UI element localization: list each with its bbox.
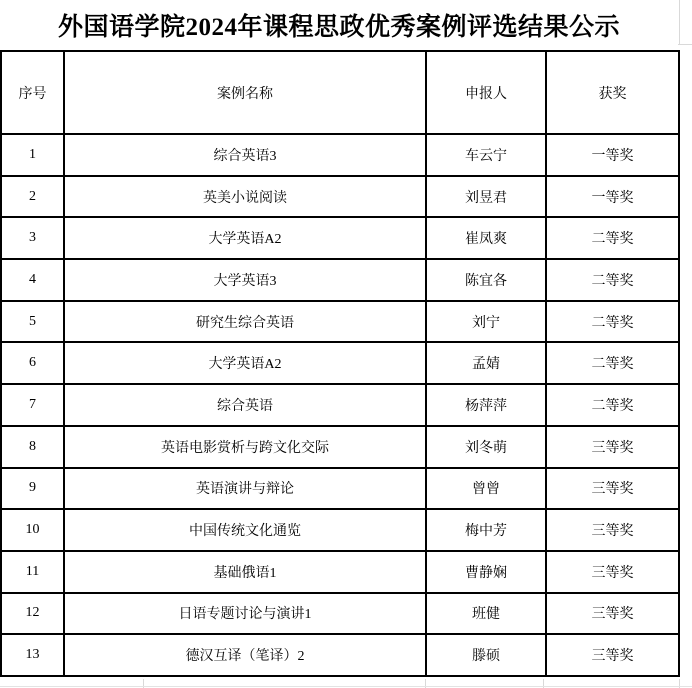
cell-applicant: 滕硕 — [426, 634, 546, 676]
table-row — [1, 468, 679, 510]
table-row — [1, 384, 679, 426]
table-row — [1, 176, 679, 218]
cell-seq: 8 — [1, 426, 64, 468]
cell-case-name: 大学英语A2 — [64, 342, 426, 384]
cell-award: 二等奖 — [546, 217, 679, 259]
cell-award: 三等奖 — [546, 593, 679, 635]
cell-seq: 10 — [1, 509, 64, 551]
cell-case-name: 大学英语A2 — [64, 217, 426, 259]
cell-seq: 11 — [1, 551, 64, 593]
cell-seq: 2 — [1, 176, 64, 218]
cell-case-name: 基础俄语1 — [64, 551, 426, 593]
cell-seq: 5 — [1, 301, 64, 343]
cell-award: 二等奖 — [546, 301, 679, 343]
results-table — [0, 50, 680, 677]
cell-award: 三等奖 — [546, 426, 679, 468]
cell-applicant: 刘昱君 — [426, 176, 546, 218]
cell-case-name: 德汉互译（笔译）2 — [64, 634, 426, 676]
cell-applicant: 崔凤爽 — [426, 217, 546, 259]
cell-award: 二等奖 — [546, 342, 679, 384]
cell-seq: 7 — [1, 384, 64, 426]
cell-case-name: 英语电影赏析与跨文化交际 — [64, 426, 426, 468]
cell-applicant: 陈宜各 — [426, 259, 546, 301]
header-award: 获奖 — [546, 51, 679, 134]
cell-seq: 4 — [1, 259, 64, 301]
cell-seq: 13 — [1, 634, 64, 676]
table-row — [1, 301, 679, 343]
table-row — [1, 634, 679, 676]
cell-seq: 3 — [1, 217, 64, 259]
spreadsheet-gridline-right-vertical — [679, 0, 680, 44]
table-row — [1, 342, 679, 384]
table-row — [1, 217, 679, 259]
cell-award: 一等奖 — [546, 134, 679, 176]
cell-applicant: 班健 — [426, 593, 546, 635]
cell-case-name: 综合英语 — [64, 384, 426, 426]
table-row — [1, 426, 679, 468]
cell-seq: 9 — [1, 468, 64, 510]
table-row — [1, 551, 679, 593]
cell-case-name: 英美小说阅读 — [64, 176, 426, 218]
cell-case-name: 综合英语3 — [64, 134, 426, 176]
cell-award: 三等奖 — [546, 509, 679, 551]
cell-case-name: 研究生综合英语 — [64, 301, 426, 343]
table-row — [1, 259, 679, 301]
cell-case-name: 日语专题讨论与演讲1 — [64, 593, 426, 635]
cell-applicant: 刘冬萌 — [426, 426, 546, 468]
cell-applicant: 曾曾 — [426, 468, 546, 510]
page-title: 外国语学院2024年课程思政优秀案例评选结果公示 — [57, 14, 620, 41]
cell-award: 一等奖 — [546, 176, 679, 218]
cell-award: 三等奖 — [546, 634, 679, 676]
header-row — [1, 51, 679, 134]
cell-seq: 6 — [1, 342, 64, 384]
header-seq: 序号 — [1, 51, 64, 134]
spreadsheet-gridline-bottom-row — [0, 686, 692, 687]
header-applicant: 申报人 — [426, 51, 546, 134]
cell-applicant: 杨萍萍 — [426, 384, 546, 426]
cell-applicant: 曹静娴 — [426, 551, 546, 593]
cell-case-name: 大学英语3 — [64, 259, 426, 301]
table-row — [1, 509, 679, 551]
cell-applicant: 车云宁 — [426, 134, 546, 176]
cell-award: 三等奖 — [546, 468, 679, 510]
spreadsheet-gridline-right-horizontal — [678, 44, 692, 45]
cell-case-name: 中国传统文化通览 — [64, 509, 426, 551]
cell-case-name: 英语演讲与辩论 — [64, 468, 426, 510]
cell-applicant: 刘宁 — [426, 301, 546, 343]
table-row — [1, 593, 679, 635]
cell-seq: 12 — [1, 593, 64, 635]
cell-award: 二等奖 — [546, 384, 679, 426]
cell-applicant: 孟婧 — [426, 342, 546, 384]
cell-applicant: 梅中芳 — [426, 509, 546, 551]
cell-award: 三等奖 — [546, 551, 679, 593]
table-row — [1, 134, 679, 176]
header-case-name: 案例名称 — [64, 51, 426, 134]
cell-seq: 1 — [1, 134, 64, 176]
cell-award: 二等奖 — [546, 259, 679, 301]
